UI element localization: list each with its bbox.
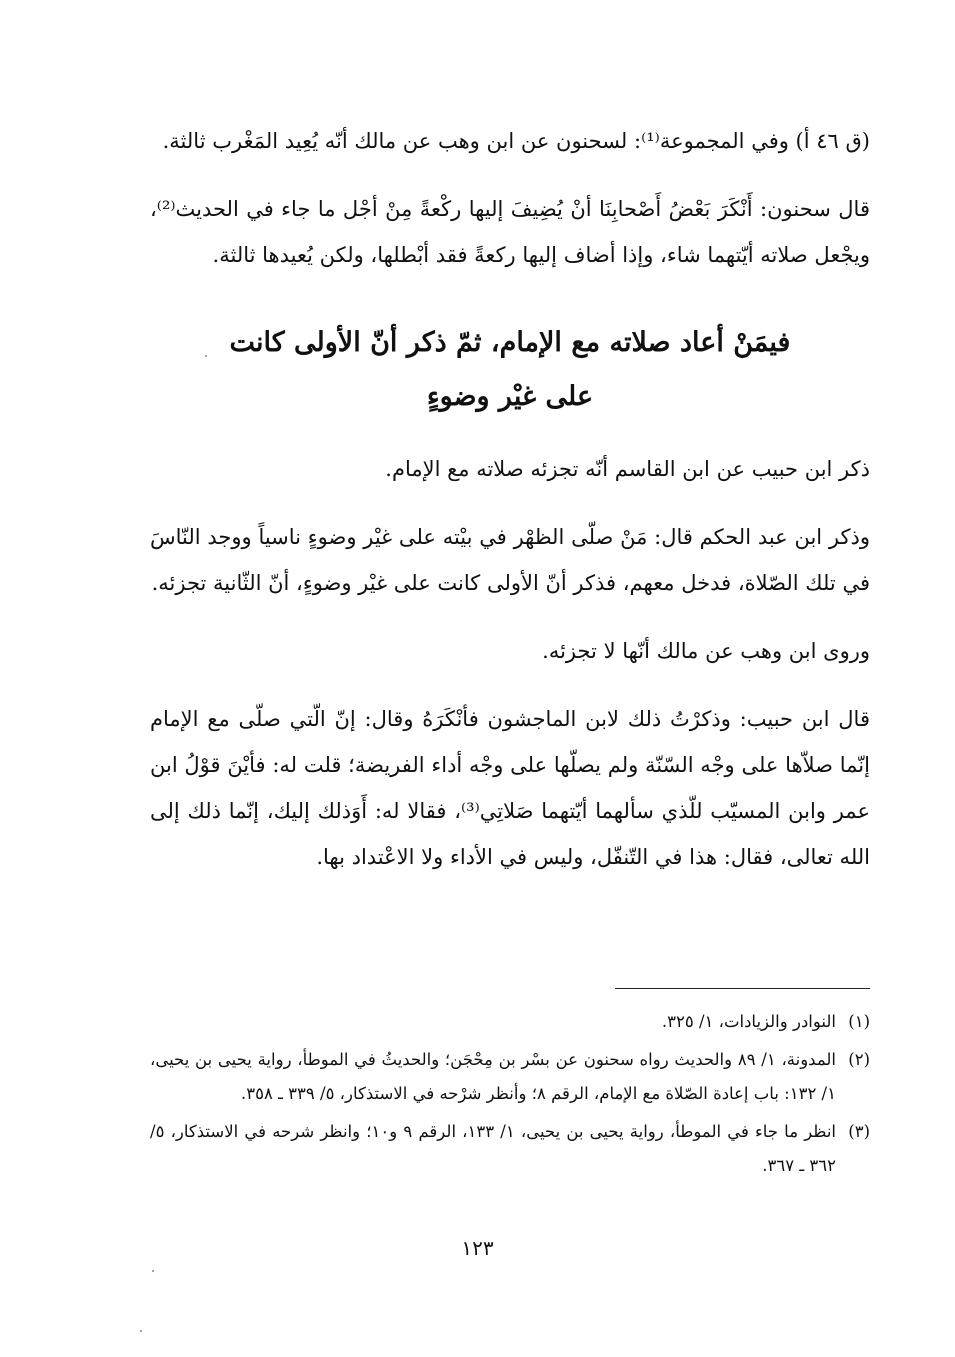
- footnote-1: [150, 1005, 870, 1039]
- footnote-text: المدونة، ١/ ٨٩ والحديث رواه سحنون عن بسْر بن مِحْجَن؛ والحديثُ في الموطأ، رواية يحيى بن يحيى، ١/ ١٣٢: باب إعادة الصّلاة مع الإمام، الرقم ٨؛ وأنظر شرْحه في الاستذكار، ٥/ ٣٣٩ ـ ٣٥٨.: [150, 1050, 836, 1103]
- footnote-text: النوادر والزيادات، ١/ ٣٢٥.: [661, 1012, 836, 1031]
- section-title-line-2: على غيْر وضوءٍ: [426, 381, 594, 412]
- section-title-line-1: فيمَنْ أعاد صلاته مع الإمام، ثمّ ذكر أنّ الأولى كانت: [229, 327, 791, 358]
- footnote-number: (١): [848, 1012, 870, 1031]
- footnotes: [150, 1005, 870, 1187]
- footnote-2: [150, 1043, 870, 1111]
- paragraph-ibn-al-majishun: قال ابن حبيب: وذكرْتُ ذلك لابن الماجشون فأنْكَرَهُ وقال: إنّ الّتي صلّى مع الإمام إنّما صلاّها على وجْه السّنّة ولم يصلّها على وجْه أداء الفريضة؛ قلت له: فأيْنَ قوْلُ ابن عمر وابن المسيّب للّذي سألهما أيّتهما صَلاتِي⁽³⁾، فقالا له: أَوَذلك إليك، إنّما ذلك إلى الله تعالى، فقال: هذا في التّنفّل، وليس في الأداء ولا الاعْتداد بها.: [150, 707, 870, 869]
- page-number: ١٢٣: [461, 1236, 494, 1260]
- footnote-3: [150, 1115, 870, 1183]
- scan-speck: [152, 1270, 154, 1272]
- paragraph-ibn-wahb: وروى ابن وهب عن مالك أنّها لا تجزئه.: [542, 639, 870, 663]
- section-title: [150, 316, 870, 424]
- paragraph-ibn-abd-al-hakam: وذكر ابن عبد الحكم قال: مَنْ صلّى الظهْر في بيْته على غيْر وضوءٍ ناسياً ووجد النّاسَ في تلك الصّلاة، فدخل معهم، فذكر أنّ الأولى كانت على غيْر وضوءٍ، أنّ الثّانية تجزئه.: [150, 525, 870, 595]
- paragraph-majmua: (ق ٤٦ أ) وفي المجموعة⁽¹⁾: لسحنون عن ابن وهب عن مالك أنّه يُعِيد المَغْرب ثالثة.: [162, 129, 870, 153]
- footnote-text: انظر ما جاء في الموطأ، رواية يحيى بن يحيى، ١/ ١٣٣، الرقم ٩ و١٠؛ وانظر شرحه في الاستذكار، ٥/ ٣٦٢ ـ ٣٦٧.: [150, 1122, 837, 1175]
- paragraph-sahnun: قال سحنون: أَنْكَرَ بَعْضُ أَصْحابِنَا أنْ يُضِيفَ إليها ركْعةً مِنْ أجْل ما جاء في الحديث⁽²⁾، ويجْعل صلاته أيّتهما شاء، وإذا أضاف إليها ركعةً فقد أبْطلها، ولكن يُعيدها ثالثة.: [150, 197, 870, 267]
- paragraph-ibn-habib: ذكر ابن حبيب عن ابن القاسم أنّه تجزئه صلاته مع الإمام.: [385, 457, 870, 481]
- scan-speck: [205, 355, 207, 357]
- scan-speck: [140, 1330, 142, 1332]
- footnote-number: (٣): [848, 1122, 870, 1141]
- main-text: [150, 118, 870, 902]
- footnote-number: (٢): [848, 1050, 870, 1069]
- footnote-separator: [615, 988, 870, 989]
